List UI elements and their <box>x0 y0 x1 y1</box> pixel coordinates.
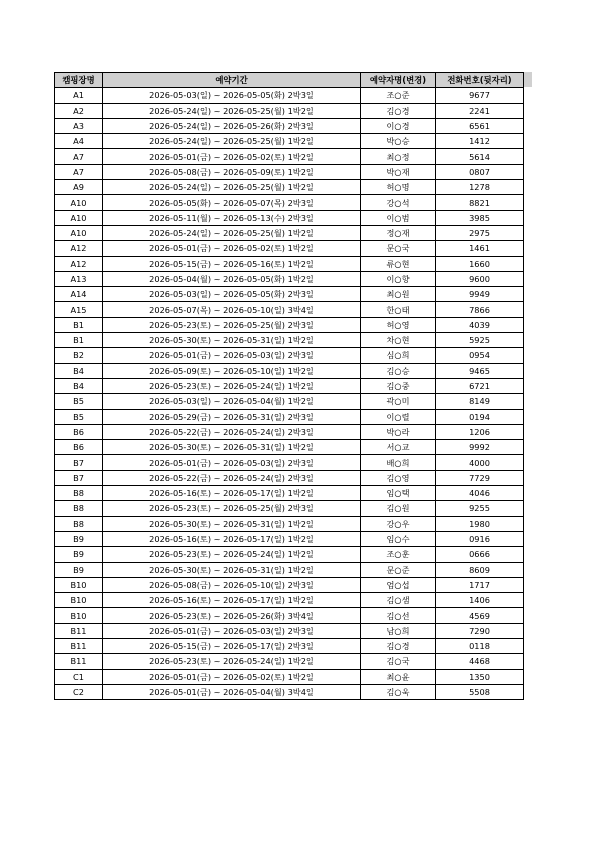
cell-campsite: A10 <box>55 195 103 210</box>
cell-period: 2026-05-23(토) ~ 2026-05-24(일) 1박2일 <box>103 378 361 393</box>
table-row <box>55 669 524 684</box>
table-row <box>55 684 524 699</box>
cell-reserver: 김○샘 <box>361 593 436 608</box>
cell-period: 2026-05-23(토) ~ 2026-05-26(화) 3박4일 <box>103 608 361 623</box>
cell-reserver: 문○준 <box>361 562 436 577</box>
cell-reserver: 허○명 <box>361 180 436 195</box>
table-row <box>55 180 524 195</box>
cell-reserver: 조○준 <box>361 88 436 103</box>
cell-reserver: 김○국 <box>361 654 436 669</box>
cell-phone: 8821 <box>436 195 524 210</box>
cell-reserver: 임○택 <box>361 486 436 501</box>
cell-campsite: B11 <box>55 654 103 669</box>
cell-campsite: A13 <box>55 271 103 286</box>
table-row <box>55 164 524 179</box>
cell-campsite: A1 <box>55 88 103 103</box>
cell-phone: 5925 <box>436 333 524 348</box>
table-row <box>55 516 524 531</box>
table-row <box>55 623 524 638</box>
cell-campsite: B4 <box>55 363 103 378</box>
header-row <box>55 73 524 88</box>
cell-phone: 4039 <box>436 317 524 332</box>
cell-period: 2026-05-24(일) ~ 2026-05-25(월) 1박2일 <box>103 134 361 149</box>
cell-reserver: 김○중 <box>361 378 436 393</box>
cell-reserver: 김○영 <box>361 470 436 485</box>
cell-phone: 1717 <box>436 577 524 592</box>
table-row <box>55 654 524 669</box>
cell-reserver: 김○욱 <box>361 684 436 699</box>
cell-period: 2026-05-08(금) ~ 2026-05-09(토) 1박2일 <box>103 164 361 179</box>
cell-period: 2026-05-01(금) ~ 2026-05-03(일) 2박3일 <box>103 623 361 638</box>
cell-campsite: B10 <box>55 593 103 608</box>
cell-reserver: 배○희 <box>361 455 436 470</box>
table-row <box>55 225 524 240</box>
cell-reserver: 문○국 <box>361 241 436 256</box>
table-row <box>55 287 524 302</box>
cell-period: 2026-05-03(일) ~ 2026-05-05(화) 2박3일 <box>103 88 361 103</box>
cell-reserver: 김○승 <box>361 363 436 378</box>
cell-campsite: B8 <box>55 516 103 531</box>
cell-reserver: 차○현 <box>361 333 436 348</box>
cell-period: 2026-05-30(토) ~ 2026-05-31(일) 1박2일 <box>103 562 361 577</box>
cell-phone: 1350 <box>436 669 524 684</box>
cell-period: 2026-05-07(목) ~ 2026-05-10(일) 3박4일 <box>103 302 361 317</box>
cell-reserver: 조○훈 <box>361 547 436 562</box>
cell-campsite: A12 <box>55 256 103 271</box>
cell-campsite: A2 <box>55 103 103 118</box>
cell-campsite: B5 <box>55 409 103 424</box>
table-body <box>55 88 524 700</box>
table-row <box>55 638 524 653</box>
cell-period: 2026-05-11(월) ~ 2026-05-13(수) 2박3일 <box>103 210 361 225</box>
table-row <box>55 394 524 409</box>
cell-reserver: 심○희 <box>361 348 436 363</box>
cell-period: 2026-05-16(토) ~ 2026-05-17(일) 1박2일 <box>103 486 361 501</box>
cell-reserver: 정○재 <box>361 225 436 240</box>
cell-reserver: 최○정 <box>361 149 436 164</box>
cell-phone: 0807 <box>436 164 524 179</box>
cell-phone: 9949 <box>436 287 524 302</box>
cell-phone: 9255 <box>436 501 524 516</box>
cell-reserver: 이○범 <box>361 210 436 225</box>
cell-phone: 0954 <box>436 348 524 363</box>
table-row <box>55 593 524 608</box>
cell-period: 2026-05-24(일) ~ 2026-05-25(월) 1박2일 <box>103 103 361 118</box>
table-row <box>55 118 524 133</box>
cell-reserver: 김○경 <box>361 103 436 118</box>
table-row <box>55 210 524 225</box>
cell-campsite: A12 <box>55 241 103 256</box>
cell-phone: 9992 <box>436 440 524 455</box>
cell-campsite: B9 <box>55 531 103 546</box>
cell-phone: 0916 <box>436 531 524 546</box>
cell-reserver: 서○교 <box>361 440 436 455</box>
cell-reserver: 박○재 <box>361 164 436 179</box>
cell-phone: 1660 <box>436 256 524 271</box>
table-row <box>55 363 524 378</box>
table-row <box>55 378 524 393</box>
table-row <box>55 317 524 332</box>
cell-period: 2026-05-03(일) ~ 2026-05-05(화) 2박3일 <box>103 287 361 302</box>
cell-period: 2026-05-30(토) ~ 2026-05-31(일) 1박2일 <box>103 333 361 348</box>
cell-phone: 9465 <box>436 363 524 378</box>
cell-campsite: B6 <box>55 424 103 439</box>
table-row <box>55 241 524 256</box>
cell-period: 2026-05-01(금) ~ 2026-05-02(토) 1박2일 <box>103 149 361 164</box>
reservation-table <box>54 72 524 700</box>
header-phone: 전화번호(뒷자리) <box>436 73 524 88</box>
cell-phone: 1412 <box>436 134 524 149</box>
cell-reserver: 허○영 <box>361 317 436 332</box>
cell-reserver: 강○석 <box>361 195 436 210</box>
cell-campsite: C2 <box>55 684 103 699</box>
cell-campsite: B10 <box>55 577 103 592</box>
cell-reserver: 엄○섭 <box>361 577 436 592</box>
cell-period: 2026-05-15(금) ~ 2026-05-16(토) 1박2일 <box>103 256 361 271</box>
cell-reserver: 남○희 <box>361 623 436 638</box>
table-row <box>55 195 524 210</box>
cell-campsite: B7 <box>55 455 103 470</box>
cell-campsite: A15 <box>55 302 103 317</box>
cell-reserver: 류○현 <box>361 256 436 271</box>
table-row <box>55 134 524 149</box>
cell-campsite: A9 <box>55 180 103 195</box>
table-row <box>55 256 524 271</box>
cell-period: 2026-05-08(금) ~ 2026-05-10(일) 2박3일 <box>103 577 361 592</box>
cell-phone: 4046 <box>436 486 524 501</box>
cell-period: 2026-05-30(토) ~ 2026-05-31(일) 1박2일 <box>103 440 361 455</box>
cell-reserver: 김○선 <box>361 608 436 623</box>
cell-campsite: A3 <box>55 118 103 133</box>
cell-reserver: 최○원 <box>361 287 436 302</box>
cell-phone: 0194 <box>436 409 524 424</box>
cell-campsite: B5 <box>55 394 103 409</box>
cell-phone: 0118 <box>436 638 524 653</box>
cell-period: 2026-05-23(토) ~ 2026-05-25(월) 2박3일 <box>103 317 361 332</box>
cell-phone: 1980 <box>436 516 524 531</box>
table-row <box>55 333 524 348</box>
table-row <box>55 562 524 577</box>
cell-phone: 0666 <box>436 547 524 562</box>
cell-reserver: 한○태 <box>361 302 436 317</box>
table-row <box>55 424 524 439</box>
cell-period: 2026-05-15(금) ~ 2026-05-17(일) 2박3일 <box>103 638 361 653</box>
cell-phone: 1206 <box>436 424 524 439</box>
header-period: 예약기간 <box>103 73 361 88</box>
cell-campsite: A7 <box>55 164 103 179</box>
cell-period: 2026-05-23(토) ~ 2026-05-24(일) 1박2일 <box>103 654 361 669</box>
cell-period: 2026-05-24(일) ~ 2026-05-25(월) 1박2일 <box>103 225 361 240</box>
reservation-sheet <box>54 72 524 700</box>
table-row <box>55 455 524 470</box>
cell-phone: 3985 <box>436 210 524 225</box>
table-row <box>55 501 524 516</box>
cell-campsite: B9 <box>55 547 103 562</box>
cell-campsite: A4 <box>55 134 103 149</box>
cell-period: 2026-05-23(토) ~ 2026-05-24(일) 1박2일 <box>103 547 361 562</box>
cell-period: 2026-05-01(금) ~ 2026-05-04(월) 3박4일 <box>103 684 361 699</box>
table-row <box>55 409 524 424</box>
cell-campsite: A7 <box>55 149 103 164</box>
table-row <box>55 547 524 562</box>
cell-phone: 4569 <box>436 608 524 623</box>
cell-period: 2026-05-30(토) ~ 2026-05-31(일) 1박2일 <box>103 516 361 531</box>
header-reserver: 예약자명(변경) <box>361 73 436 88</box>
table-row <box>55 531 524 546</box>
cell-phone: 8149 <box>436 394 524 409</box>
cell-period: 2026-05-24(일) ~ 2026-05-25(월) 1박2일 <box>103 180 361 195</box>
cell-phone: 5614 <box>436 149 524 164</box>
cell-reserver: 임○수 <box>361 531 436 546</box>
cell-campsite: B1 <box>55 333 103 348</box>
table-row <box>55 302 524 317</box>
cell-campsite: A14 <box>55 287 103 302</box>
cell-phone: 1278 <box>436 180 524 195</box>
cell-reserver: 박○라 <box>361 424 436 439</box>
cell-reserver: 박○승 <box>361 134 436 149</box>
cell-campsite: A10 <box>55 225 103 240</box>
cell-reserver: 최○윤 <box>361 669 436 684</box>
cell-period: 2026-05-03(일) ~ 2026-05-04(월) 1박2일 <box>103 394 361 409</box>
table-row <box>55 271 524 286</box>
cell-phone: 4468 <box>436 654 524 669</box>
cell-campsite: B8 <box>55 486 103 501</box>
cell-campsite: B1 <box>55 317 103 332</box>
cell-phone: 6721 <box>436 378 524 393</box>
cell-period: 2026-05-01(금) ~ 2026-05-03(일) 2박3일 <box>103 348 361 363</box>
cell-phone: 1461 <box>436 241 524 256</box>
cell-phone: 4000 <box>436 455 524 470</box>
header-campsite: 캠핑장명 <box>55 73 103 88</box>
cell-reserver: 이○렬 <box>361 409 436 424</box>
table-row <box>55 486 524 501</box>
table-row <box>55 440 524 455</box>
cell-phone: 5508 <box>436 684 524 699</box>
cell-period: 2026-05-24(일) ~ 2026-05-26(화) 2박3일 <box>103 118 361 133</box>
cell-phone: 9600 <box>436 271 524 286</box>
table-row <box>55 149 524 164</box>
cell-campsite: B10 <box>55 608 103 623</box>
cell-phone: 8609 <box>436 562 524 577</box>
cell-period: 2026-05-05(화) ~ 2026-05-07(목) 2박3일 <box>103 195 361 210</box>
cell-phone: 7866 <box>436 302 524 317</box>
cell-period: 2026-05-01(금) ~ 2026-05-02(토) 1박2일 <box>103 241 361 256</box>
cell-campsite: A10 <box>55 210 103 225</box>
cell-period: 2026-05-01(금) ~ 2026-05-03(일) 2박3일 <box>103 455 361 470</box>
cell-campsite: B7 <box>55 470 103 485</box>
cell-phone: 7729 <box>436 470 524 485</box>
cell-campsite: C1 <box>55 669 103 684</box>
table-row <box>55 608 524 623</box>
cell-reserver: 이○경 <box>361 118 436 133</box>
cell-reserver: 김○원 <box>361 501 436 516</box>
cell-campsite: B8 <box>55 501 103 516</box>
cell-period: 2026-05-22(금) ~ 2026-05-24(일) 2박3일 <box>103 424 361 439</box>
cell-period: 2026-05-29(금) ~ 2026-05-31(일) 2박3일 <box>103 409 361 424</box>
table-header <box>55 73 524 88</box>
table-row <box>55 348 524 363</box>
cell-reserver: 강○우 <box>361 516 436 531</box>
cell-period: 2026-05-16(토) ~ 2026-05-17(일) 1박2일 <box>103 531 361 546</box>
cell-period: 2026-05-01(금) ~ 2026-05-02(토) 1박2일 <box>103 669 361 684</box>
table-row <box>55 577 524 592</box>
cell-phone: 1406 <box>436 593 524 608</box>
cell-campsite: B9 <box>55 562 103 577</box>
cell-period: 2026-05-22(금) ~ 2026-05-24(일) 2박3일 <box>103 470 361 485</box>
cell-phone: 2241 <box>436 103 524 118</box>
cell-period: 2026-05-23(토) ~ 2026-05-25(월) 2박3일 <box>103 501 361 516</box>
cell-campsite: B4 <box>55 378 103 393</box>
cell-campsite: B11 <box>55 638 103 653</box>
cell-campsite: B11 <box>55 623 103 638</box>
table-row <box>55 470 524 485</box>
table-row <box>55 88 524 103</box>
cell-period: 2026-05-16(토) ~ 2026-05-17(일) 1박2일 <box>103 593 361 608</box>
cell-phone: 2975 <box>436 225 524 240</box>
cell-reserver: 곽○미 <box>361 394 436 409</box>
cell-period: 2026-05-04(월) ~ 2026-05-05(화) 1박2일 <box>103 271 361 286</box>
cell-campsite: B6 <box>55 440 103 455</box>
cell-phone: 9677 <box>436 88 524 103</box>
cell-campsite: B2 <box>55 348 103 363</box>
cell-reserver: 김○경 <box>361 638 436 653</box>
cell-reserver: 이○향 <box>361 271 436 286</box>
cell-period: 2026-05-09(토) ~ 2026-05-10(일) 1박2일 <box>103 363 361 378</box>
table-row <box>55 103 524 118</box>
cell-phone: 6561 <box>436 118 524 133</box>
cell-phone: 7290 <box>436 623 524 638</box>
